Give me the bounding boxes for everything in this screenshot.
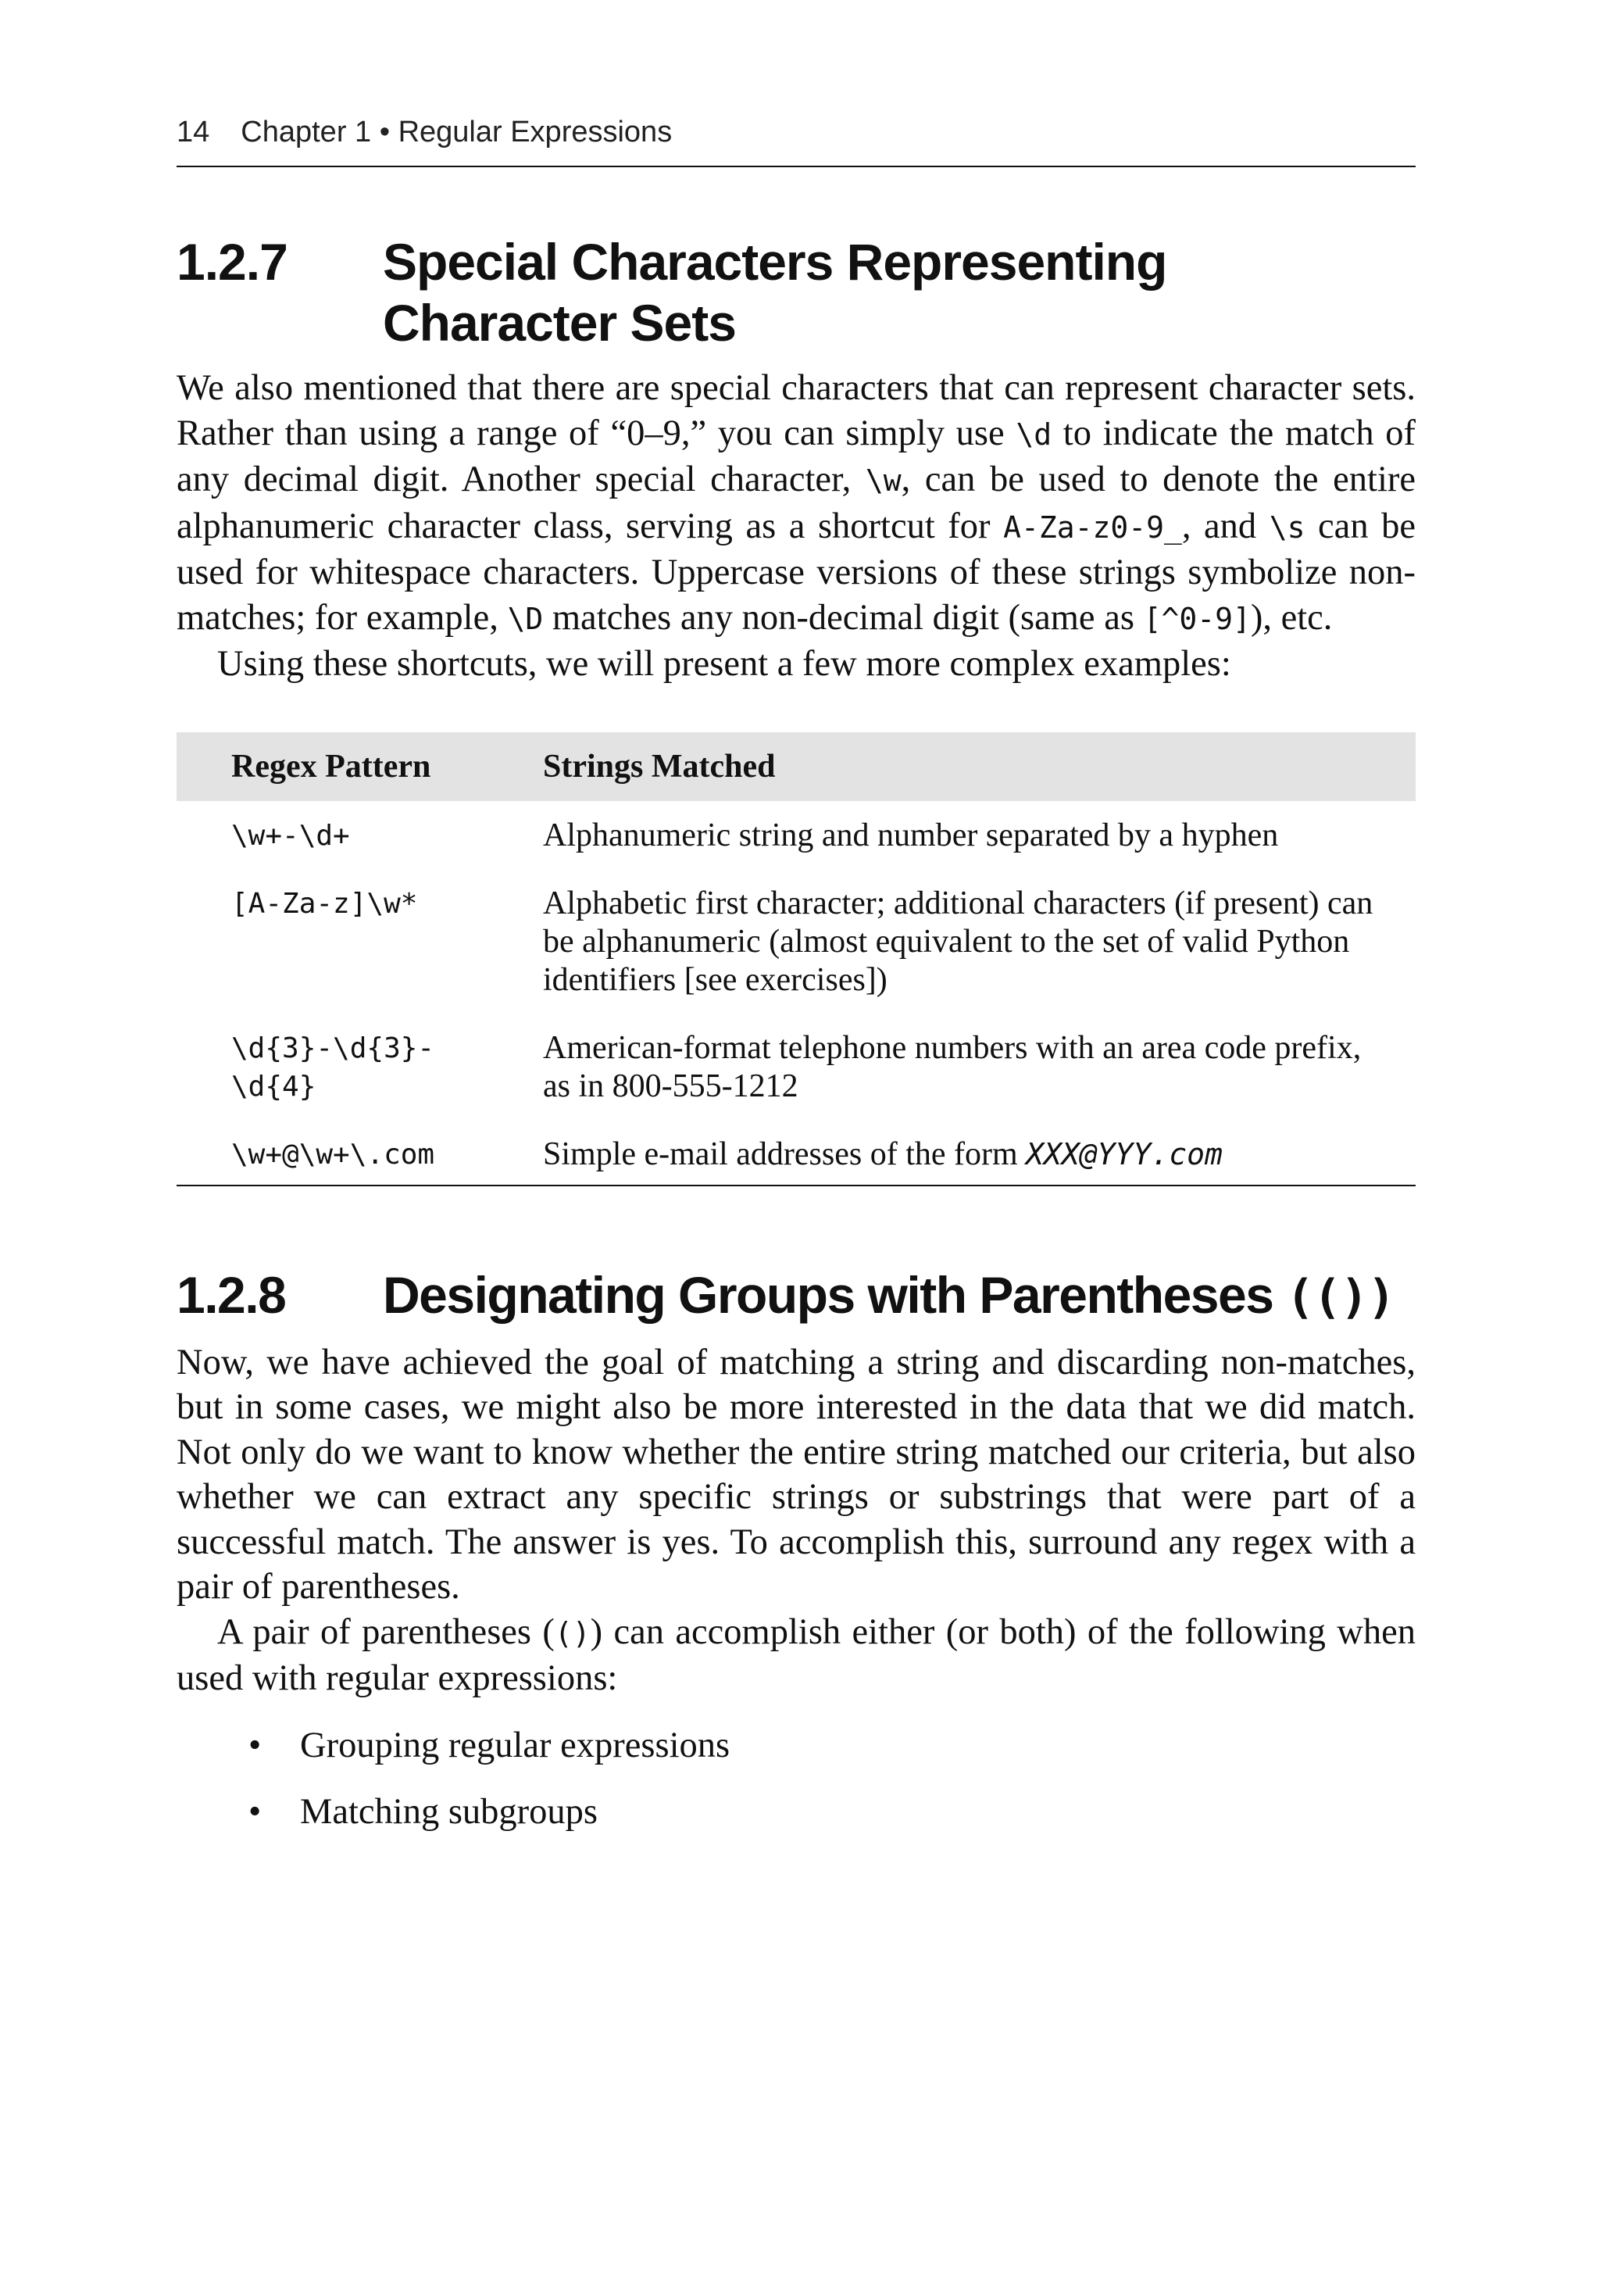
regex-pattern-line: \d{3}-\d{3}- <box>231 1032 435 1064</box>
table-row <box>177 871 1416 1015</box>
text-run: , and <box>1181 506 1270 546</box>
paragraph-examples-intro: Using these shortcuts, we will present a few more complex examples: <box>217 644 1231 684</box>
regex-pattern-cell: \w+@\w+\.com <box>231 1138 435 1171</box>
bullet-icon: • <box>248 1792 262 1832</box>
section-heading-1-2-8 <box>177 1264 1416 1328</box>
text-run: We also mentioned that there are special characters that can represent character sets. Rather than using a range of “0–9,” you can simply use <box>177 368 1416 453</box>
section-title-text: Designating Groups with Parentheses <box>383 1265 1287 1324</box>
strings-matched-cell: American-format telephone numbers with an area code prefix, as in 800-555-1212 <box>543 1029 1362 1104</box>
inline-code: XXX@YYY.com <box>1026 1136 1223 1171</box>
inline-code: \D <box>507 601 544 636</box>
inline-code: A-Za-z0-9_ <box>1003 510 1182 545</box>
paragraph-parentheses <box>177 1610 1416 1701</box>
text-run: to indicate the match of any decimal digit. Another special character, <box>177 413 1416 499</box>
strings-matched-cell <box>543 1121 1416 1186</box>
strings-matched-cell: Alphanumeric string and number separated by a hyphen <box>543 817 1279 853</box>
inline-code: [^0-9] <box>1143 601 1251 636</box>
regex-pattern-cell: \w+-\d+ <box>231 819 350 852</box>
text-run: can be used for whitespace characters. Uppercase versions of these strings symbolize non-matches; for example, <box>177 506 1416 638</box>
inline-code: () <box>554 1615 591 1650</box>
section-number: 1.2.8 <box>177 1265 286 1324</box>
section-title-code: (()) <box>1286 1269 1395 1325</box>
paragraph-groups-intro: Now, we have achieved the goal of matching a string and discarding non-matches, but in some cases, we might also be more interested in the data that we did match. Not only do we want to know whether the entire string matched our criteria, but also whether we can extract any specific strings or substrings that were part of a successful match. The answer is yes. To accomplish this, surround any regex with a pair of parentheses. <box>177 1342 1416 1607</box>
section-title <box>383 231 1416 353</box>
book-page <box>177 117 1416 1857</box>
section-number: 1.2.7 <box>177 233 288 291</box>
section-title-line: Special Characters Representing <box>383 233 1167 291</box>
list-item-text: Matching subgroups <box>300 1792 598 1832</box>
list-item <box>177 1723 1416 1768</box>
list-item-text: Grouping regular expressions <box>300 1725 730 1765</box>
inline-code: \s <box>1269 510 1305 545</box>
regex-examples-table <box>177 732 1416 1186</box>
column-header-regex-pattern: Regex Pattern <box>177 732 543 801</box>
text-run: ), etc. <box>1250 597 1333 638</box>
paragraph-character-sets <box>177 366 1416 642</box>
strings-matched-cell: Alphabetic first character; additional characters (if present) can be alphanumeric (almost equivalent to the set of valid Python identifiers [see exercises]) <box>543 885 1373 998</box>
regex-pattern-cell: [A-Za-z]\w* <box>231 887 418 920</box>
list-item <box>177 1790 1416 1835</box>
text-run: ) can accomplish either (or both) of the following when used with regular expressions: <box>177 1611 1416 1698</box>
bullet-list <box>177 1723 1416 1835</box>
section-title <box>383 1264 1416 1328</box>
regex-pattern-line: \d{4} <box>231 1070 316 1103</box>
text-run: matches any non-decimal digit (same as <box>543 597 1144 638</box>
text-run: A pair of parentheses ( <box>217 1611 555 1652</box>
table-row <box>177 801 1416 871</box>
table-header-row <box>177 732 1416 801</box>
running-title: Chapter 1 • Regular Expressions <box>241 116 673 148</box>
page-number: 14 <box>177 116 210 148</box>
bullet-icon: • <box>248 1725 262 1765</box>
inline-code: \d <box>1016 417 1052 452</box>
regex-pattern-cell <box>177 1015 543 1121</box>
section-title-line: Character Sets <box>383 294 736 352</box>
running-head <box>177 117 1416 167</box>
table-row <box>177 1121 1416 1186</box>
text-run: Simple e-mail addresses of the form <box>543 1135 1027 1172</box>
column-header-strings-matched: Strings Matched <box>543 732 1416 801</box>
table-row <box>177 1015 1416 1121</box>
inline-code: \w <box>865 463 902 498</box>
section-heading-1-2-7 <box>177 231 1416 353</box>
text-run: , can be used to denote the entire alphanumeric character class, serving as a shortcut for <box>177 460 1416 546</box>
